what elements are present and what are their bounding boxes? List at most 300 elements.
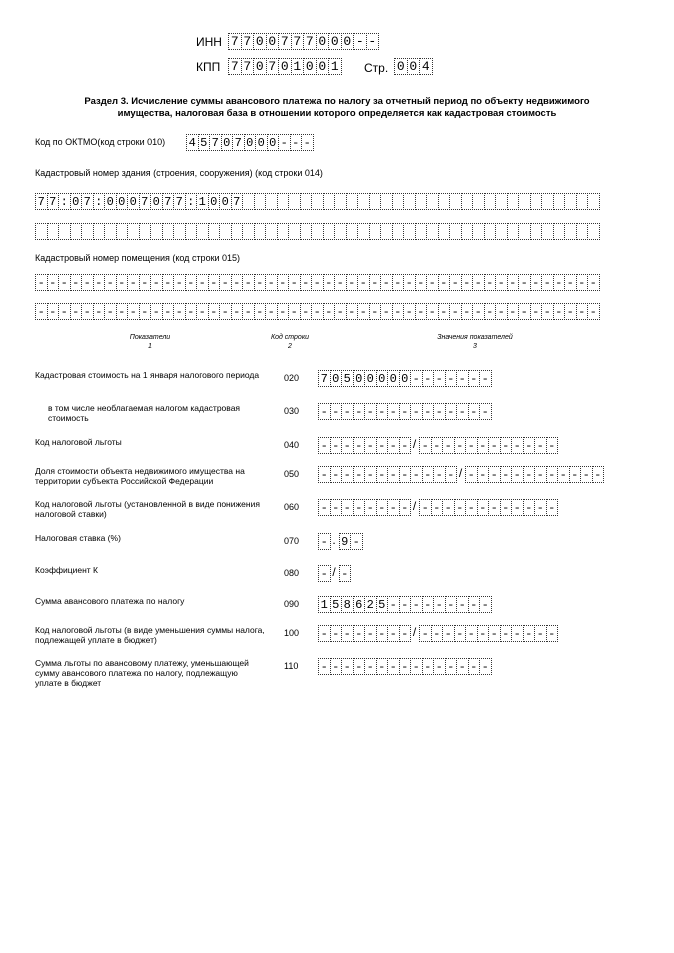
cell[interactable]: -	[415, 303, 428, 320]
cell[interactable]: 7	[231, 193, 244, 210]
cell[interactable]: -	[35, 303, 48, 320]
cell[interactable]: 0	[364, 370, 377, 387]
cell[interactable]: -	[288, 303, 301, 320]
cell[interactable]: -	[369, 303, 382, 320]
cell[interactable]: -	[380, 274, 393, 291]
cell[interactable]: -	[288, 274, 301, 291]
cell[interactable]: -	[376, 499, 389, 516]
cell[interactable]: -	[278, 134, 291, 151]
cell[interactable]: -	[311, 303, 324, 320]
cell[interactable]: 7	[47, 193, 60, 210]
cell[interactable]: -	[318, 499, 331, 516]
cell[interactable]: -	[392, 303, 405, 320]
cell[interactable]: 7	[162, 193, 175, 210]
cell[interactable]: -	[511, 437, 524, 454]
cell[interactable]: -	[468, 596, 481, 613]
cell[interactable]: -	[449, 274, 462, 291]
cell[interactable]: -	[445, 403, 458, 420]
cell[interactable]: 0	[70, 193, 83, 210]
cell[interactable]: -	[376, 403, 389, 420]
cell[interactable]: -	[479, 403, 492, 420]
cell[interactable]: -	[242, 303, 255, 320]
cadastral-building-row1[interactable]	[35, 193, 599, 210]
cell[interactable]: -	[173, 303, 186, 320]
cell[interactable]: -	[47, 274, 60, 291]
cell[interactable]: 0	[116, 193, 129, 210]
cell[interactable]: -	[341, 499, 354, 516]
cell[interactable]: 2	[364, 596, 377, 613]
cell[interactable]: -	[300, 303, 313, 320]
cell[interactable]: -	[523, 499, 536, 516]
cell[interactable]: -	[530, 274, 543, 291]
cell[interactable]: -	[185, 303, 198, 320]
cell[interactable]: 0	[341, 33, 355, 50]
cell[interactable]: -	[196, 303, 209, 320]
cell[interactable]: -	[479, 658, 492, 675]
cell[interactable]: -	[339, 565, 352, 582]
cell[interactable]: 7	[266, 58, 280, 75]
cell[interactable]: -	[399, 437, 412, 454]
cell[interactable]: 0	[387, 370, 400, 387]
cell[interactable]: -	[442, 625, 455, 642]
cell[interactable]: -	[254, 274, 267, 291]
cell[interactable]: -	[341, 658, 354, 675]
cell[interactable]: -	[422, 658, 435, 675]
page-number-field[interactable]	[394, 58, 432, 75]
cell[interactable]: -	[511, 466, 524, 483]
cell[interactable]: -	[534, 437, 547, 454]
cell[interactable]: -	[445, 370, 458, 387]
cell[interactable]: -	[403, 303, 416, 320]
cell[interactable]: :	[185, 193, 198, 210]
cell[interactable]: -	[364, 499, 377, 516]
cell[interactable]: -	[353, 403, 366, 420]
cell[interactable]: 0	[244, 134, 257, 151]
cell[interactable]: -	[318, 625, 331, 642]
oktmo-field[interactable]	[186, 134, 313, 151]
cell[interactable]: 7	[35, 193, 48, 210]
cell[interactable]: -	[569, 466, 582, 483]
cell[interactable]: 0	[316, 33, 330, 50]
cell[interactable]: 0	[253, 58, 267, 75]
cadastral-room-row1[interactable]	[35, 274, 599, 291]
cell[interactable]: -	[353, 499, 366, 516]
cell[interactable]: -	[433, 658, 446, 675]
cell[interactable]: 8	[341, 596, 354, 613]
cell[interactable]: -	[127, 303, 140, 320]
cell[interactable]: 0	[221, 134, 234, 151]
cell[interactable]: -	[445, 466, 458, 483]
cell[interactable]: -	[277, 274, 290, 291]
row-value-040[interactable]	[318, 437, 557, 454]
cell[interactable]: -	[546, 625, 559, 642]
cell[interactable]: 7	[303, 33, 317, 50]
cell[interactable]: -	[47, 303, 60, 320]
cell[interactable]: -	[479, 596, 492, 613]
cell[interactable]: -	[70, 274, 83, 291]
cell[interactable]: -	[445, 658, 458, 675]
cell[interactable]: 0	[353, 370, 366, 387]
cell[interactable]: -	[330, 658, 343, 675]
cell[interactable]: 7	[81, 193, 94, 210]
cell[interactable]: -	[442, 499, 455, 516]
row-value-050[interactable]	[318, 466, 603, 483]
cell[interactable]: -	[426, 303, 439, 320]
cell[interactable]: -	[500, 437, 513, 454]
cell[interactable]: -	[465, 499, 478, 516]
cell[interactable]: -	[376, 437, 389, 454]
cell[interactable]: -	[341, 403, 354, 420]
cell[interactable]: -	[534, 625, 547, 642]
cell[interactable]: -	[139, 274, 152, 291]
cell[interactable]: -	[438, 274, 451, 291]
cell[interactable]: -	[518, 274, 531, 291]
cell[interactable]: 1	[291, 58, 305, 75]
cell[interactable]: 5	[341, 370, 354, 387]
cell[interactable]: 1	[196, 193, 209, 210]
cell[interactable]: 7	[228, 33, 242, 50]
cell[interactable]: -	[488, 437, 501, 454]
cell[interactable]: -	[392, 274, 405, 291]
cell[interactable]: -	[376, 466, 389, 483]
cell[interactable]: -	[468, 370, 481, 387]
cell[interactable]: -	[254, 303, 267, 320]
cell[interactable]: -	[300, 274, 313, 291]
cell[interactable]: -	[477, 437, 490, 454]
cell[interactable]: -	[265, 303, 278, 320]
cell[interactable]: :	[93, 193, 106, 210]
cell[interactable]: 7	[232, 134, 245, 151]
row-value-030[interactable]	[318, 403, 491, 420]
cell[interactable]: -	[330, 625, 343, 642]
row-value-070[interactable]	[318, 533, 362, 550]
cell[interactable]: -	[323, 274, 336, 291]
cell[interactable]: -	[399, 499, 412, 516]
cell[interactable]: -	[35, 274, 48, 291]
cell[interactable]: -	[422, 596, 435, 613]
cell[interactable]: -	[431, 499, 444, 516]
cell[interactable]: -	[461, 274, 474, 291]
cell[interactable]: -	[341, 625, 354, 642]
cell[interactable]: -	[484, 303, 497, 320]
cell[interactable]: 7	[228, 58, 242, 75]
cell[interactable]: 0	[267, 134, 280, 151]
cell[interactable]: -	[546, 466, 559, 483]
cell[interactable]: 7	[241, 33, 255, 50]
cell[interactable]: -	[534, 499, 547, 516]
cell[interactable]: -	[410, 658, 423, 675]
cell[interactable]: -	[399, 658, 412, 675]
cell[interactable]: 7	[291, 33, 305, 50]
cell[interactable]: -	[334, 303, 347, 320]
cell[interactable]: -	[580, 466, 593, 483]
cell[interactable]: -	[553, 303, 566, 320]
cell[interactable]: 0	[376, 370, 389, 387]
cell[interactable]: 5	[330, 596, 343, 613]
cell[interactable]: -	[346, 274, 359, 291]
cell[interactable]: 0	[399, 370, 412, 387]
cell[interactable]: -	[576, 303, 589, 320]
cell[interactable]: -	[541, 303, 554, 320]
cell[interactable]: -	[387, 625, 400, 642]
cell[interactable]: -	[387, 596, 400, 613]
cell[interactable]: -	[465, 437, 478, 454]
cell[interactable]: -	[477, 466, 490, 483]
cell[interactable]: -	[587, 303, 600, 320]
cell[interactable]: -	[546, 437, 559, 454]
row-value-020[interactable]	[318, 370, 491, 387]
cell[interactable]: -	[116, 274, 129, 291]
cell[interactable]	[587, 223, 600, 240]
cell[interactable]: -	[500, 466, 513, 483]
cell[interactable]: -	[495, 303, 508, 320]
cell[interactable]: -	[433, 596, 446, 613]
cell[interactable]: -	[173, 274, 186, 291]
cell[interactable]: -	[376, 658, 389, 675]
cell[interactable]: 0	[303, 58, 317, 75]
cell[interactable]: -	[311, 274, 324, 291]
cell[interactable]: -	[357, 303, 370, 320]
cell[interactable]: -	[318, 565, 331, 582]
row-value-100[interactable]	[318, 625, 557, 642]
cell[interactable]: 0	[219, 193, 232, 210]
cell[interactable]: -	[219, 303, 232, 320]
cell[interactable]: -	[346, 303, 359, 320]
cell[interactable]: -	[484, 274, 497, 291]
cell[interactable]: 0	[266, 33, 280, 50]
cell[interactable]: -	[104, 303, 117, 320]
cell[interactable]: -	[364, 437, 377, 454]
cell[interactable]: -	[185, 274, 198, 291]
cell[interactable]: 0	[255, 134, 268, 151]
cell[interactable]: -	[442, 437, 455, 454]
cell[interactable]: -	[399, 596, 412, 613]
cell[interactable]: -	[546, 499, 559, 516]
cell[interactable]: -	[454, 499, 467, 516]
cell[interactable]: -	[380, 303, 393, 320]
cell[interactable]: -	[518, 303, 531, 320]
cell[interactable]: -	[387, 499, 400, 516]
cell[interactable]: -	[410, 596, 423, 613]
cell[interactable]: -	[231, 303, 244, 320]
cell[interactable]: 4	[186, 134, 199, 151]
cell[interactable]: -	[196, 274, 209, 291]
cell[interactable]: 0	[127, 193, 140, 210]
cell[interactable]: 0	[104, 193, 117, 210]
cell[interactable]: -	[477, 625, 490, 642]
cell[interactable]: -	[431, 625, 444, 642]
cell[interactable]: -	[468, 658, 481, 675]
cell[interactable]: -	[511, 499, 524, 516]
cell[interactable]: -	[364, 625, 377, 642]
cell[interactable]: -	[456, 596, 469, 613]
cell[interactable]: -	[403, 274, 416, 291]
cell[interactable]: -	[479, 370, 492, 387]
cell[interactable]: -	[81, 303, 94, 320]
cell[interactable]: -	[318, 466, 331, 483]
cell[interactable]: 4	[419, 58, 433, 75]
cell[interactable]: -	[104, 274, 117, 291]
cell[interactable]: -	[564, 303, 577, 320]
cell[interactable]: -	[431, 437, 444, 454]
cell[interactable]: -	[507, 274, 520, 291]
cell[interactable]: -	[353, 658, 366, 675]
cell[interactable]: -	[376, 625, 389, 642]
cell[interactable]: -	[387, 466, 400, 483]
cell[interactable]: -	[208, 274, 221, 291]
cell[interactable]: 5	[376, 596, 389, 613]
cell[interactable]: -	[454, 437, 467, 454]
cell[interactable]: 7	[139, 193, 152, 210]
cell[interactable]: -	[456, 403, 469, 420]
cell[interactable]: -	[265, 274, 278, 291]
cell[interactable]: -	[334, 274, 347, 291]
cell[interactable]: -	[353, 466, 366, 483]
cell[interactable]: -	[523, 625, 536, 642]
cell[interactable]: -	[81, 274, 94, 291]
cell[interactable]: -	[330, 403, 343, 420]
cell[interactable]: -	[410, 466, 423, 483]
cell[interactable]: -	[139, 303, 152, 320]
cell[interactable]: -	[419, 625, 432, 642]
cell[interactable]: -	[341, 466, 354, 483]
cell[interactable]: 7	[173, 193, 186, 210]
cell[interactable]: -	[116, 303, 129, 320]
cell[interactable]: -	[534, 466, 547, 483]
cell[interactable]: -	[353, 437, 366, 454]
cell[interactable]: :	[58, 193, 71, 210]
cell[interactable]: -	[433, 403, 446, 420]
cell[interactable]: -	[468, 403, 481, 420]
cell[interactable]: -	[301, 134, 314, 151]
cell[interactable]: -	[419, 499, 432, 516]
cell[interactable]: -	[341, 437, 354, 454]
cell[interactable]: 6	[353, 596, 366, 613]
cell[interactable]: -	[353, 33, 367, 50]
cell[interactable]: -	[364, 403, 377, 420]
kpp-field[interactable]	[228, 58, 341, 75]
cell[interactable]: 9	[339, 533, 352, 550]
cell[interactable]: -	[70, 303, 83, 320]
row-value-080[interactable]	[318, 565, 350, 582]
cell[interactable]: -	[454, 625, 467, 642]
cell[interactable]: -	[231, 274, 244, 291]
cell[interactable]: -	[350, 533, 363, 550]
cell[interactable]: -	[438, 303, 451, 320]
cell[interactable]: -	[290, 134, 303, 151]
cell[interactable]: -	[523, 437, 536, 454]
cell[interactable]: 0	[278, 58, 292, 75]
cell[interactable]: -	[541, 274, 554, 291]
cell[interactable]: -	[465, 625, 478, 642]
cell[interactable]: -	[93, 274, 106, 291]
cell[interactable]: -	[364, 466, 377, 483]
cell[interactable]: -	[366, 33, 380, 50]
cell[interactable]: 0	[316, 58, 330, 75]
cell[interactable]: -	[58, 274, 71, 291]
cell[interactable]: -	[500, 499, 513, 516]
cell[interactable]: -	[150, 303, 163, 320]
cell[interactable]: -	[488, 466, 501, 483]
cell[interactable]: 0	[150, 193, 163, 210]
cadastral-building-row2[interactable]	[35, 223, 599, 240]
cell[interactable]: -	[415, 274, 428, 291]
cell[interactable]: -	[58, 303, 71, 320]
cell[interactable]: -	[592, 466, 605, 483]
cell[interactable]: -	[410, 370, 423, 387]
cell[interactable]: 0	[407, 58, 421, 75]
cell[interactable]: -	[318, 533, 331, 550]
cell[interactable]: -	[449, 303, 462, 320]
cell[interactable]: -	[387, 658, 400, 675]
cell[interactable]: -	[433, 370, 446, 387]
cell[interactable]: -	[461, 303, 474, 320]
cell[interactable]: -	[472, 303, 485, 320]
cell[interactable]: 7	[209, 134, 222, 151]
cell[interactable]: -	[364, 658, 377, 675]
cell[interactable]: -	[426, 274, 439, 291]
cell[interactable]: -	[433, 466, 446, 483]
cell[interactable]: 7	[278, 33, 292, 50]
cell[interactable]: -	[422, 370, 435, 387]
cell[interactable]: -	[330, 466, 343, 483]
cell[interactable]	[587, 193, 600, 210]
cell[interactable]: -	[242, 274, 255, 291]
cell[interactable]: -	[162, 274, 175, 291]
cell[interactable]: -	[219, 274, 232, 291]
cell[interactable]: 7	[318, 370, 331, 387]
cell[interactable]: 7	[241, 58, 255, 75]
row-value-110[interactable]	[318, 658, 491, 675]
cell[interactable]: 0	[328, 33, 342, 50]
cell[interactable]: -	[488, 625, 501, 642]
cell[interactable]: -	[511, 625, 524, 642]
cell[interactable]: -	[477, 499, 490, 516]
cell[interactable]: 0	[330, 370, 343, 387]
cell[interactable]: -	[127, 274, 140, 291]
cell[interactable]: 5	[198, 134, 211, 151]
cell[interactable]: 0	[253, 33, 267, 50]
row-value-090[interactable]	[318, 596, 491, 613]
inn-field[interactable]	[228, 33, 378, 50]
cell[interactable]: -	[445, 596, 458, 613]
cell[interactable]: -	[587, 274, 600, 291]
cell[interactable]: -	[387, 403, 400, 420]
cell[interactable]: -	[410, 403, 423, 420]
cell[interactable]: -	[456, 658, 469, 675]
cell[interactable]: -	[323, 303, 336, 320]
cell[interactable]: -	[318, 437, 331, 454]
cell[interactable]: -	[422, 466, 435, 483]
cell[interactable]: -	[353, 625, 366, 642]
cell[interactable]: 0	[208, 193, 221, 210]
cell[interactable]: -	[357, 274, 370, 291]
cell[interactable]: -	[495, 274, 508, 291]
cell[interactable]: -	[553, 274, 566, 291]
cell[interactable]: -	[465, 466, 478, 483]
cell[interactable]: -	[387, 437, 400, 454]
cell[interactable]: -	[318, 403, 331, 420]
cell[interactable]: -	[564, 274, 577, 291]
cell[interactable]: -	[318, 658, 331, 675]
cell[interactable]: -	[530, 303, 543, 320]
cell[interactable]: 0	[394, 58, 408, 75]
cell[interactable]: -	[277, 303, 290, 320]
cell[interactable]: -	[369, 274, 382, 291]
cell[interactable]: -	[557, 466, 570, 483]
cell[interactable]: -	[208, 303, 221, 320]
row-value-060[interactable]	[318, 499, 557, 516]
